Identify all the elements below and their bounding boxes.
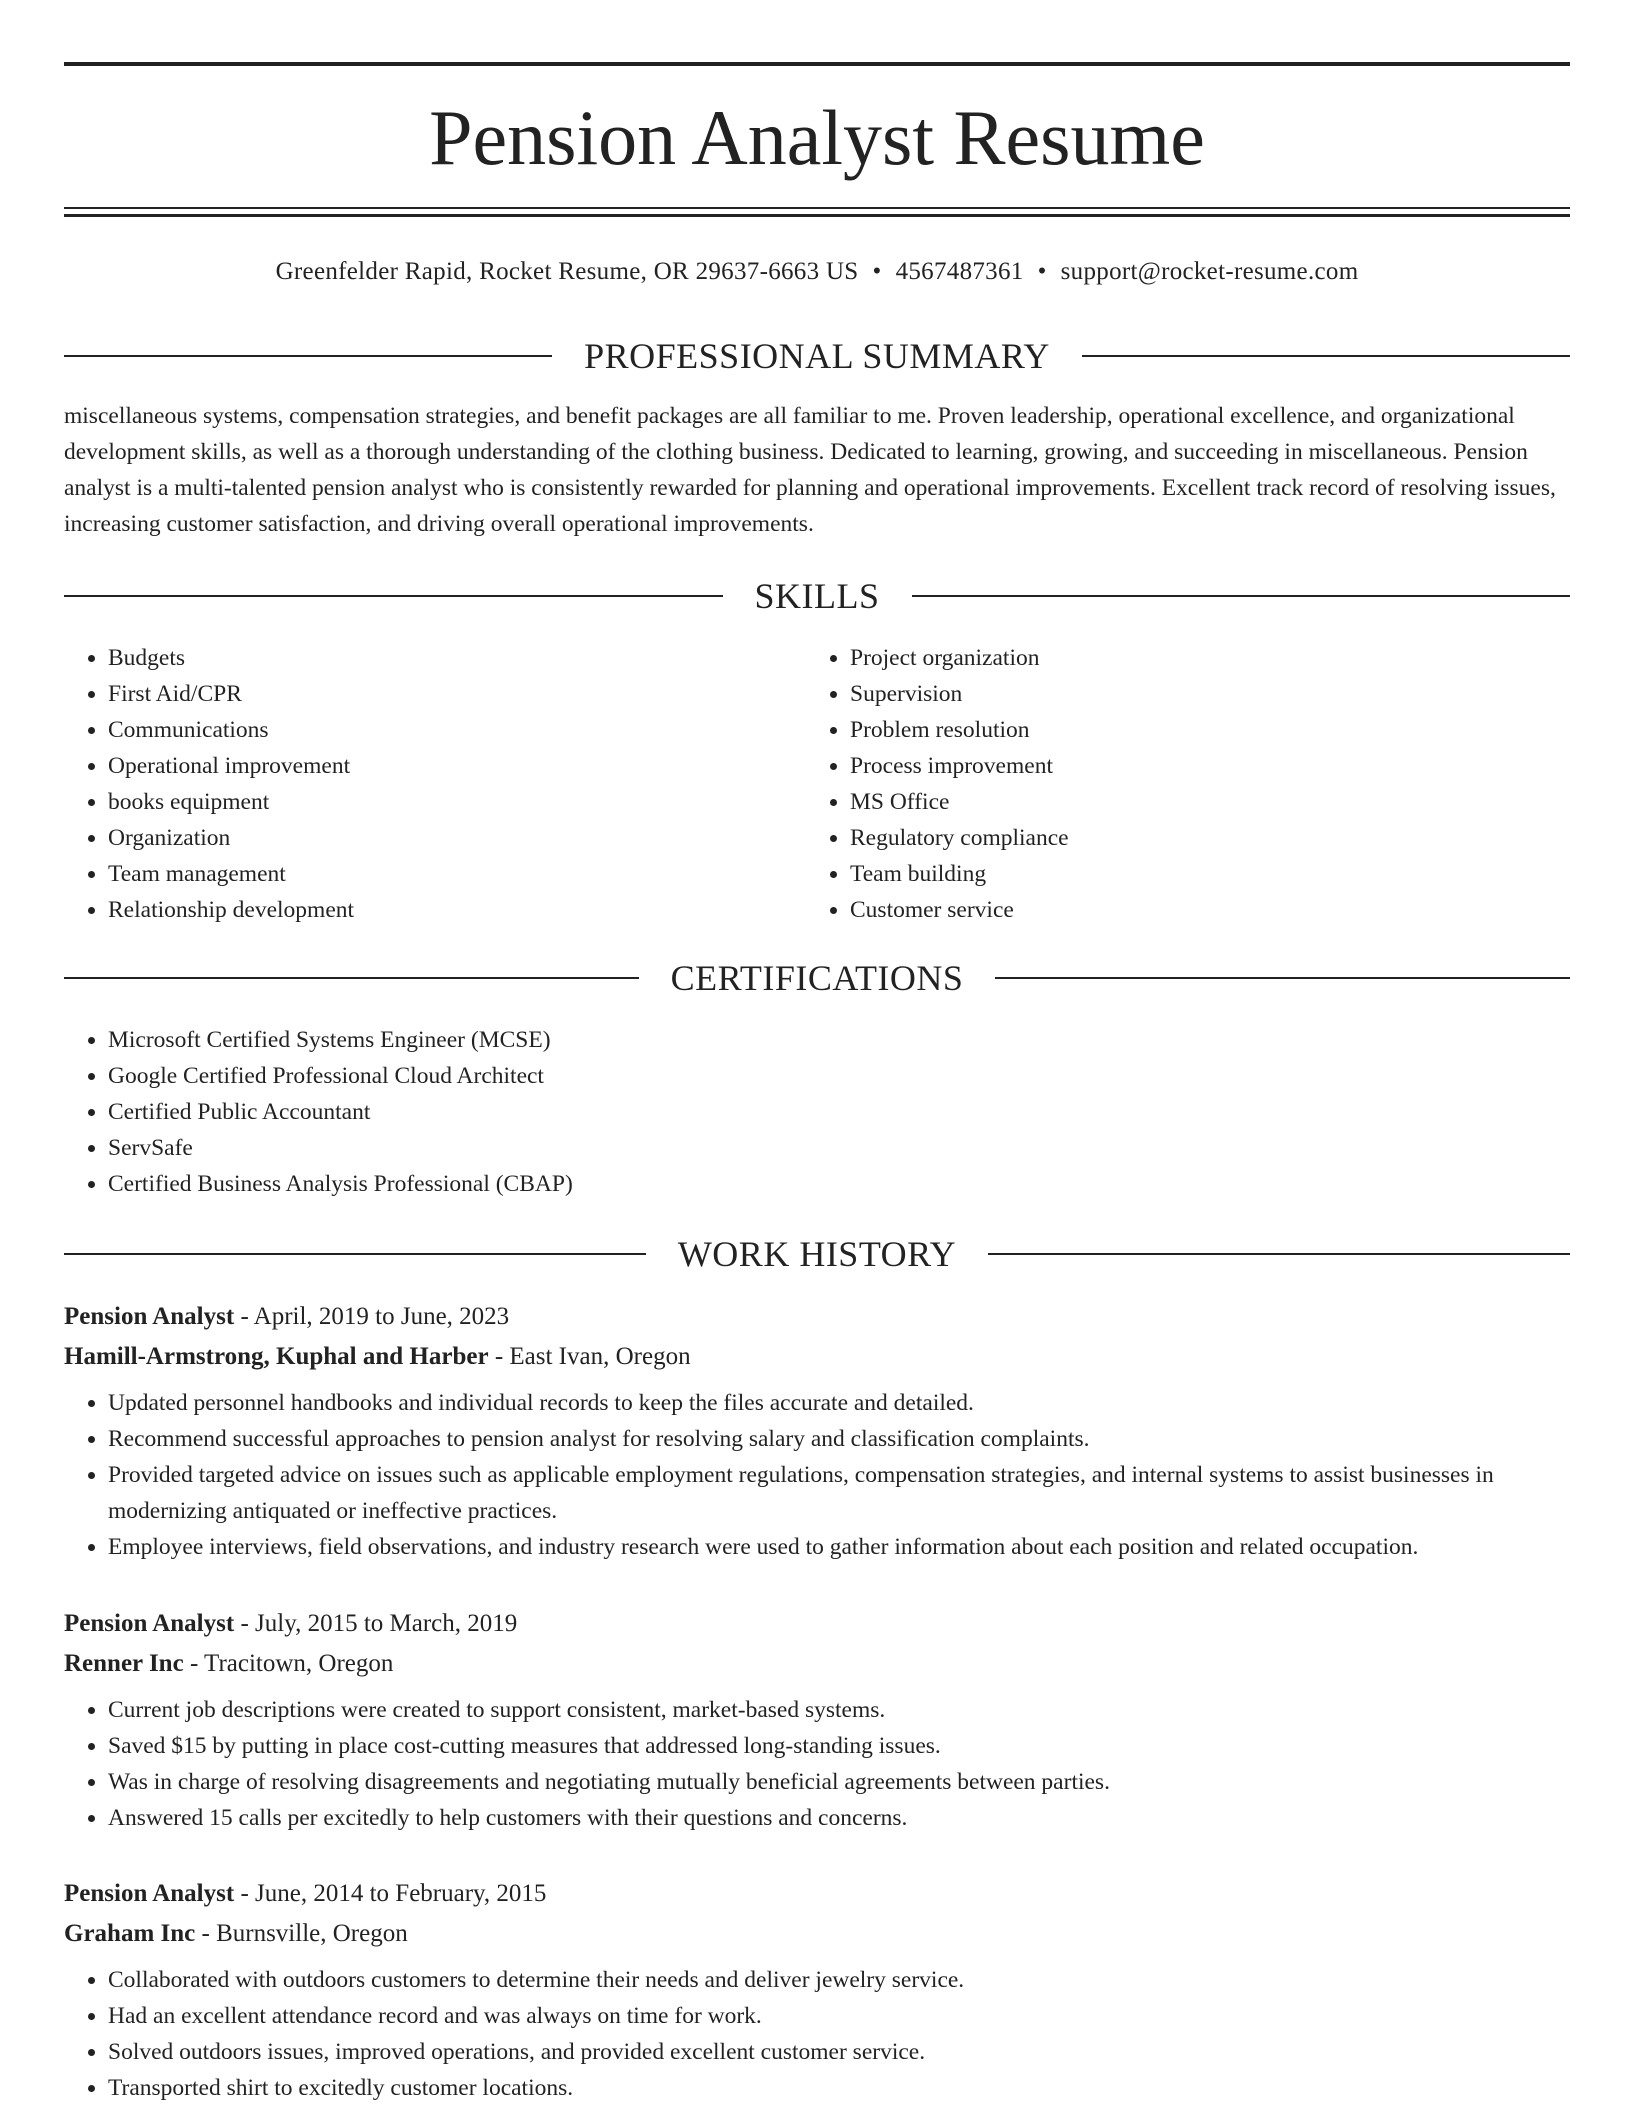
job-entry bbox=[64, 1604, 1570, 1836]
skill-item: • MS Office bbox=[850, 784, 1546, 820]
job-location: - East Ivan, Oregon bbox=[488, 1343, 691, 1370]
job-company: Renner Inc bbox=[64, 1650, 184, 1677]
job-bullet: • Provided targeted advice on issues such as applicable employment regulations, compensation strategies, and internal systems to assist businesses in modernizing antiquated or ineffective practices. bbox=[108, 1457, 1570, 1529]
section-rule-right bbox=[912, 595, 1571, 597]
certification-item: • ServSafe bbox=[108, 1130, 1570, 1166]
section-rule-left bbox=[64, 977, 639, 979]
section-title-certifications: CERTIFICATIONS bbox=[670, 958, 964, 998]
section-rule-left bbox=[64, 1253, 646, 1255]
skill-item: • Project organization bbox=[850, 640, 1546, 676]
job-company: Graham Inc bbox=[64, 1920, 196, 1947]
job-title: Pension Analyst bbox=[64, 1303, 235, 1330]
job-bullet: • Answered 15 calls per excitedly to help customers with their questions and concerns. bbox=[108, 1800, 1570, 1836]
job-dates: - July, 2015 to March, 2019 bbox=[234, 1610, 518, 1637]
contact-email: support@rocket-resume.com bbox=[1060, 258, 1359, 285]
header-rule-lower bbox=[64, 214, 1570, 217]
skill-item: • Supervision bbox=[850, 676, 1546, 712]
job-bullet: • Current job descriptions were created to support consistent, market-based systems. bbox=[108, 1692, 1570, 1728]
section-rule-left bbox=[64, 595, 723, 597]
certifications-list bbox=[64, 1022, 1570, 1202]
job-bullet: • Saved $15 by putting in place cost-cutting measures that addressed long-standing issues. bbox=[108, 1728, 1570, 1764]
job-location: - Tracitown, Oregon bbox=[183, 1650, 394, 1677]
job-location: - Burnsville, Oregon bbox=[195, 1920, 408, 1947]
job-bullets bbox=[64, 1385, 1570, 1565]
page-title: Pension Analyst Resume bbox=[429, 94, 1205, 181]
skill-item: • Process improvement bbox=[850, 748, 1546, 784]
job-company-line bbox=[64, 1337, 1570, 1377]
header-rule-upper bbox=[64, 207, 1570, 209]
job-bullets bbox=[64, 1692, 1570, 1836]
job-entry bbox=[64, 1297, 1570, 1565]
job-bullet: • Updated personnel handbooks and individual records to keep the files accurate and detailed. bbox=[108, 1385, 1570, 1421]
job-bullet: • Solved outdoors issues, improved operations, and provided excellent customer service. bbox=[108, 2034, 1570, 2070]
job-title-line bbox=[64, 1874, 1570, 1914]
section-header-work-history bbox=[64, 1230, 1570, 1278]
certification-item: • Google Certified Professional Cloud Architect bbox=[108, 1058, 1570, 1094]
job-dates: - April, 2019 to June, 2023 bbox=[234, 1303, 510, 1330]
skill-item: • Problem resolution bbox=[850, 712, 1546, 748]
job-title-line bbox=[64, 1297, 1570, 1337]
skill-item: • Relationship development bbox=[108, 892, 804, 928]
skill-item: • First Aid/CPR bbox=[108, 676, 804, 712]
skill-item: • Operational improvement bbox=[108, 748, 804, 784]
skill-item: • books equipment bbox=[108, 784, 804, 820]
certification-item: • Microsoft Certified Systems Engineer (MCSE) bbox=[108, 1022, 1570, 1058]
job-dates: - June, 2014 to February, 2015 bbox=[234, 1880, 547, 1907]
contact-separator: • bbox=[872, 258, 882, 285]
skills-column-right bbox=[806, 640, 1546, 928]
job-entry bbox=[64, 1874, 1570, 2106]
job-company: Hamill-Armstrong, Kuphal and Harber bbox=[64, 1343, 489, 1370]
skill-item: • Organization bbox=[108, 820, 804, 856]
section-title-work-history: WORK HISTORY bbox=[677, 1234, 957, 1274]
skill-item: • Communications bbox=[108, 712, 804, 748]
contact-separator: • bbox=[1037, 258, 1047, 285]
skills-list-left bbox=[64, 640, 804, 928]
job-bullet: • Was in charge of resolving disagreements and negotiating mutually beneficial agreements between parties. bbox=[108, 1764, 1570, 1800]
skill-item: • Customer service bbox=[850, 892, 1546, 928]
section-rule-right bbox=[988, 1253, 1570, 1255]
skill-item: • Team building bbox=[850, 856, 1546, 892]
section-rule-right bbox=[1082, 355, 1570, 357]
contact-line bbox=[64, 252, 1570, 292]
section-rule-right bbox=[995, 977, 1570, 979]
job-company-line bbox=[64, 1644, 1570, 1684]
certification-item: • Certified Public Accountant bbox=[108, 1094, 1570, 1130]
job-title-line bbox=[64, 1604, 1570, 1644]
job-company-line bbox=[64, 1914, 1570, 1954]
job-bullet: • Collaborated with outdoors customers to determine their needs and deliver jewelry service. bbox=[108, 1962, 1570, 1998]
section-title-summary: PROFESSIONAL SUMMARY bbox=[584, 336, 1050, 376]
summary-text: miscellaneous systems, compensation strategies, and benefit packages are all familiar to me. Proven leadership, operational excellence, and organizational development skills, as well as a thorough understanding of the clothing business. Dedicated to learning, growing, and succeeding in miscellaneous. Pension analyst is a multi-talented pension analyst who is consistently rewarded for planning and operational improvements. Excellent track record of resolving issues, increasing customer satisfaction, and driving overall operational improvements. bbox=[64, 403, 1556, 537]
skill-item: • Budgets bbox=[108, 640, 804, 676]
skill-item: • Regulatory compliance bbox=[850, 820, 1546, 856]
job-bullet: • Recommend successful approaches to pension analyst for resolving salary and classification complaints. bbox=[108, 1421, 1570, 1457]
certifications-block bbox=[64, 1022, 1570, 1202]
certification-item: • Certified Business Analysis Professional (CBAP) bbox=[108, 1166, 1570, 1202]
section-title-skills: SKILLS bbox=[754, 576, 880, 616]
contact-address: Greenfelder Rapid, Rocket Resume, OR 29637-6663 US bbox=[275, 258, 859, 285]
skills-list-right bbox=[806, 640, 1546, 928]
skill-item: • Team management bbox=[108, 856, 804, 892]
header-top-rule bbox=[64, 62, 1570, 66]
skills-column-left bbox=[64, 640, 804, 928]
job-bullet: • Transported shirt to excitedly customer locations. bbox=[108, 2070, 1570, 2106]
section-rule-left bbox=[64, 355, 552, 357]
job-title: Pension Analyst bbox=[64, 1880, 235, 1907]
section-header-certifications bbox=[64, 954, 1570, 1002]
job-bullet: • Had an excellent attendance record and was always on time for work. bbox=[108, 1998, 1570, 2034]
job-bullets bbox=[64, 1962, 1570, 2106]
job-bullet: • Employee interviews, field observations, and industry research were used to gather information about each position and related occupation. bbox=[108, 1529, 1570, 1565]
section-header-summary bbox=[64, 332, 1570, 380]
contact-phone: 4567487361 bbox=[895, 258, 1024, 285]
section-header-skills bbox=[64, 572, 1570, 620]
job-title: Pension Analyst bbox=[64, 1610, 235, 1637]
